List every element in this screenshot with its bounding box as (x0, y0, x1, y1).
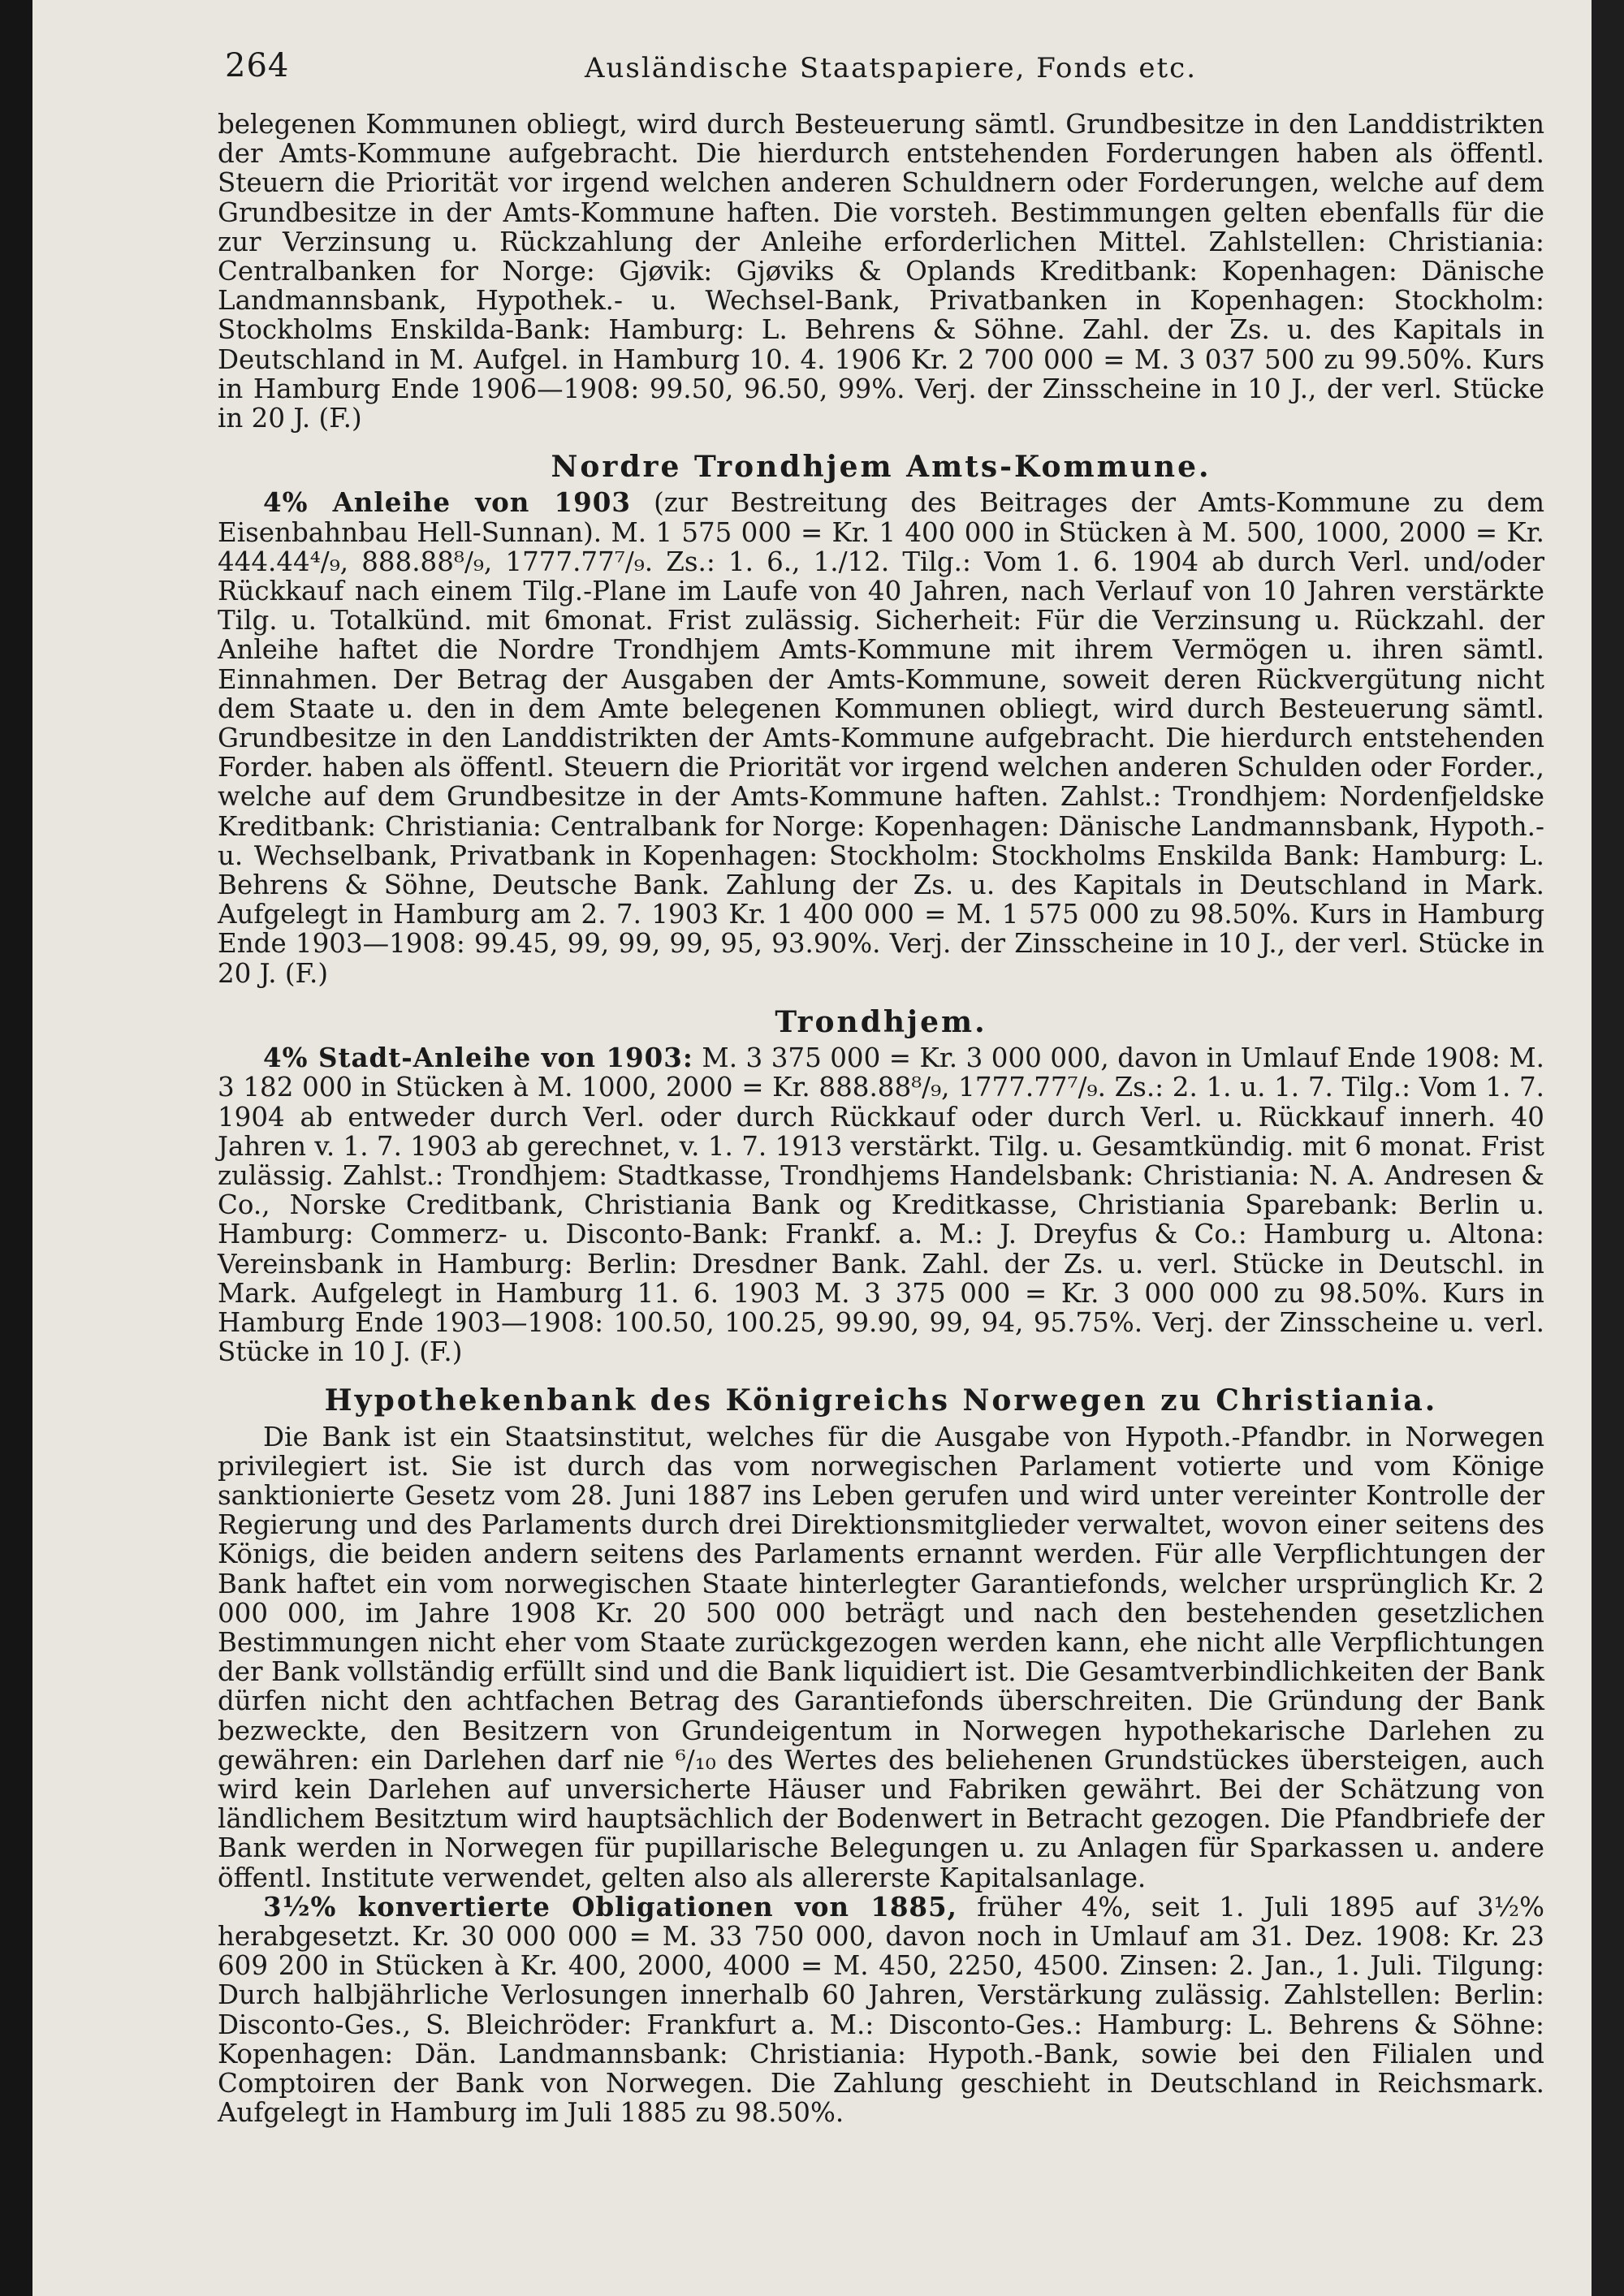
section-heading-hypothekenbank: Hypothekenbank des Königreichs Norwegen zu Christiania. (324, 1383, 1438, 1418)
obligationen-paragraph (218, 1892, 1544, 2128)
trondhjem-text: M. 3 375 000 = Kr. 3 000 000, davon in Umlauf Ende 1908: M. 3 182 000 in Stücken à M. 1000, 2000 = Kr. 888.88⁸/₉, 1777.77⁷/₉. Zs.: 2. 1. u. 1. 7. Tilg.: Vom 1. 7. 1904 ab entweder durch Verl. oder durch Rückkauf oder durch Verl. u. Rückkauf innerh. 40 Jahren v. 1. 7. 1903 ab gerechnet, v. 1. 7. 1913 verstärkt. Tilg. u. Gesamtkündig. mit 6 monat. Frist zulässig. Zahlst.: Trondhjem: Stadtkasse, Trondhjems Handelsbank: Christiania: N. A. Andresen & Co., Norske Creditbank, Christiania Bank og Kreditkasse, Christiania Sparebank: Berlin u. Hamburg: Commerz- u. Disconto-Bank: Frankf. a. M.: J. Dreyfus & Co.: Hamburg u. Altona: Vereinsbank in Hamburg: Berlin: Dresdner Bank. Zahl. der Zs. u. verl. Stücke in Deutschl. in Mark. Aufgelegt in Hamburg 11. 6. 1903 M. 3 375 000 = Kr. 3 000 000 zu 98.50%. Kurs in Hamburg Ende 1903—1908: 100.50, 100.25, 99.90, 99, 94, 95.75%. Verj. der Zinsscheine u. verl. Stücke in 10 J. (F.) (218, 1042, 1544, 1368)
hypothekenbank-paragraph: Die Bank ist ein Staatsinstitut, welches für die Ausgabe von Hypoth.-Pfandbr. in Norwegen privilegiert ist. Sie ist durch das vom norwegischen Parlament votierte und vom Könige sanktionierte Gesetz vom 28. Juni 1887 ins Leben gerufen und wird unter vereinter Kontrolle der Regierung und des Parlaments durch drei Direktionsmitglieder verwaltet, wovon einer seitens des Königs, die beiden andern seitens des Parlaments ernannt werden. Für alle Verpflichtungen der Bank haftet ein vom norwegischen Staate hinterlegter Garantiefonds, welcher ursprünglich Kr. 2 000 000, im Jahre 1908 Kr. 20 500 000 beträgt und nach den bestehenden gesetzlichen Bestimmungen nicht eher vom Staate zurückgezogen werden kann, ehe nicht alle Verpflichtungen der Bank vollständig erfüllt sind und die Bank liquidiert ist. Die Gesamtverbindlichkeiten der Bank dürfen nicht den achtfachen Betrag des Garantiefonds überschreiten. Die Gründung der Bank bezweckte, den Besitzern von Grundeigentum in Norwegen hypothekarische Darlehen zu gewähren: ein Darlehen darf nie ⁶/₁₀ des Wertes des beliehenen Grundstückes übersteigen, auch wird kein Darlehen auf unversicherte Häuser und Fabriken gewährt. Bei der Schätzung von ländlichem Besitztum wird hauptsächlich der Bodenwert in Betracht gezogen. Die Pfandbriefe der Bank werden in Norwegen für pupillarische Belegungen u. zu Anlagen für Sparkassen u. andere öffentl. Institute verwendet, gelten also als allererste Kapitalsanlage. (218, 1421, 1544, 1893)
section-heading-nordre-trondhjem: Nordre Trondhjem Amts-Kommune. (551, 450, 1212, 485)
page-header (225, 47, 1557, 88)
nordre-text: (zur Bestreitung des Beitrages der Amts-Kommune zu dem Eisenbahnbau Hell-Sunnan). M. 1 575 000 = Kr. 1 400 000 in Stücken à M. 500, 1000, 2000 = Kr. 444.44⁴/₉, 888.88⁸/₉, 1777.77⁷/₉. Zs.: 1. 6., 1./12. Tilg.: Vom 1. 6. 1904 ab durch Verl. und/oder Rückkauf nach einem Tilg.-Plane im Laufe von 40 Jahren, nach Verlauf von 10 Jahren verstärkte Tilg. u. Totalkünd. mit 6monat. Frist zulässig. Sicherheit: Für die Verzinsung u. Rückzahl. der Anleihe haftet die Nordre Trondhjem Amts-Kommune mit ihrem Vermögen u. ihren sämtl. Einnahmen. Der Betrag der Ausgaben der Amts-Kommune, soweit deren Rückvergütung nicht dem Staate u. den in dem Amte belegenen Kommunen obliegt, wird durch Besteuerung sämtl. Grundbesitze in den Landdistrikten der Amts-Kommune aufgebracht. Die hierdurch entstehenden Forder. haben als öffentl. Steuern die Priorität vor irgend welchen anderen Schulden oder Forder., welche auf dem Grundbesitze in der Amts-Kommune haften. Zahlst.: Trondhjem: Nordenfjeldske Kreditbank: Christiania: Centralbank for Norge: Kopenhagen: Dänische Landmannsbank, Hypoth.- u. Wechselbank, Privatbank in Kopenhagen: Stockholm: Stockholms Enskilda Bank: Hamburg: L. Behrens & Söhne, Deutsche Bank. Zahlung der Zs. u. des Kapitals in Deutschland in Mark. Aufgelegt in Hamburg am 2. 7. 1903 Kr. 1 400 000 = M. 1 575 000 zu 98.50%. Kurs in Hamburg Ende 1903—1908: 99.45, 99, 99, 99, 95, 93.90%. Verj. der Zinsscheine in 10 J., der verl. Stücke in 20 J. (F.) (218, 487, 1545, 989)
intro-paragraph: belegenen Kommunen obliegt, wird durch Besteuerung sämtl. Grundbesitze in den Landdistrikten der Amts-Kommune aufgebracht. Die hierdurch entstehenden Forderungen haben als öffentl. Steuern die Priorität vor irgend welchen anderen Schuldnern oder Forderungen, welche auf dem Grundbesitze in der Amts-Kommune haften. Die vorsteh. Bestimmungen gelten ebenfalls für die zur Verzinsung u. Rückzahlung der Anleihe erforderlichen Mittel. Zahlstellen: Christiania: Centralbanken for Norge: Gjøvik: Gjøviks & Oplands Kreditbank: Kopenhagen: Dänische Landmannsbank, Hypothek.- u. Wechsel-Bank, Privatbanken in Kopenhagen: Stockholm: Stockholms Enskilda-Bank: Hamburg: L. Behrens & Söhne. Zahl. der Zs. u. des Kapitals in Deutschland in M. Aufgel. in Hamburg 10. 4. 1906 Kr. 2 700 000 = M. 3 037 500 zu 99.50%. Kurs in Hamburg Ende 1906—1908: 99.50, 96.50, 99%. Verj. der Zinsscheine in 10 J., der verl. Stücke in 20 J. (F.) (218, 109, 1544, 434)
section-heading-trondhjem: Trondhjem. (775, 1004, 987, 1039)
page-body (218, 110, 1544, 2127)
document-page (32, 0, 1592, 2296)
scan-right-edge (1592, 0, 1624, 2296)
scan-left-edge (0, 0, 32, 2296)
trondhjem-paragraph (218, 1043, 1544, 1366)
nordre-paragraph (218, 488, 1544, 987)
page-number: 264 (225, 47, 290, 84)
trondhjem-lead: 4% Stadt-Anleihe von 1903: (263, 1042, 693, 1074)
obligationen-lead: 3½% konvertierte Obligationen von 1885, (263, 1890, 957, 1923)
nordre-lead: 4% Anleihe von 1903 (263, 486, 631, 519)
obligationen-text: früher 4%, seit 1. Juli 1895 auf 3½% herabgesetzt. Kr. 30 000 000 = M. 33 750 000, davon noch in Umlauf am 31. Dez. 1908: Kr. 23 609 200 in Stücken à Kr. 400, 2000, 4000 = M. 450, 2250, 4500. Zinsen: 2. Jan., 1. Juli. Tilgung: Durch halbjährliche Verlosungen innerhalb 60 Jahren, Verstärkung zulässig. Zahlstellen: Berlin: Disconto-Ges., S. Bleichröder: Frankfurt a. M.: Disconto-Ges.: Hamburg: L. Behrens & Söhne: Kopenhagen: Dän. Landmannsbank: Christiania: Hypoth.-Bank, sowie bei den Filialen und Comptoiren der Bank von Norwegen. Die Zahlung geschieht in Deutschland in Reichsmark. Aufgelegt in Hamburg im Juli 1885 zu 98.50%. (218, 1891, 1544, 2129)
running-title: Ausländische Staatspapiere, Fonds etc. (584, 52, 1198, 84)
